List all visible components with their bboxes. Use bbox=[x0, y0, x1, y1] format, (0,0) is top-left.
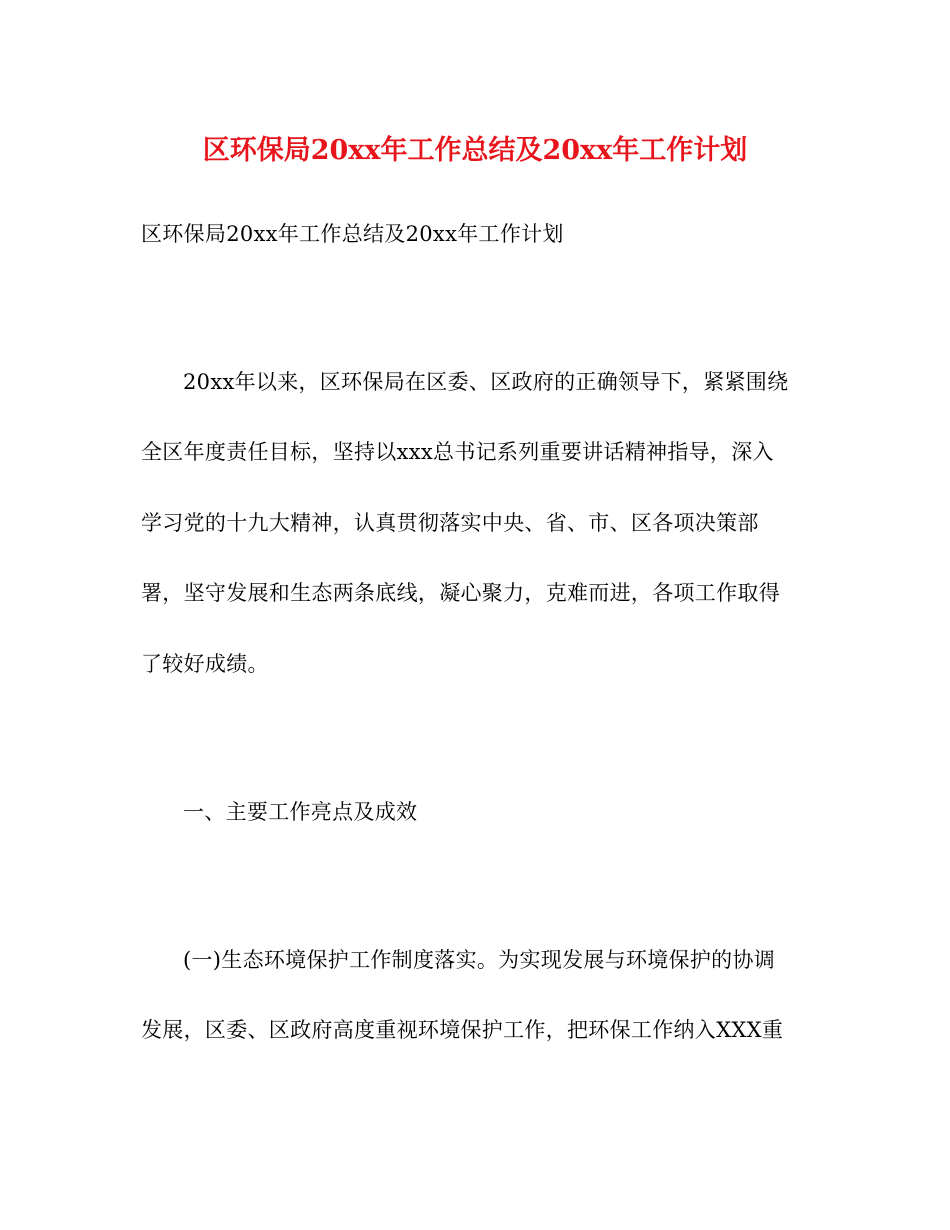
paragraph-1-line-2: 全区年度责任目标，坚持以xxx总书记系列重要讲话精神指导，深入 bbox=[141, 440, 774, 464]
paragraph-2-line-1: (一)生态环境保护工作制度落实。为实现发展与环境保护的协调 bbox=[183, 948, 776, 972]
paragraph-2-line-2: 发展，区委、区政府高度重视环境保护工作，把环保工作纳入XXX重 bbox=[141, 1018, 784, 1042]
paragraph-1-line-1: 20xx年以来，区环保局在区委、区政府的正确领导下，紧紧围绕 bbox=[183, 370, 789, 394]
document-title: 区环保局20xx年工作总结及20xx年工作计划 bbox=[202, 135, 748, 166]
section-heading-1: 一、主要工作亮点及成效 bbox=[183, 800, 418, 824]
document-subtitle: 区环保局20xx年工作总结及20xx年工作计划 bbox=[141, 222, 564, 246]
paragraph-1-line-5: 了较好成绩。 bbox=[141, 652, 269, 676]
paragraph-1-line-3: 学习党的十九大精神，认真贯彻落实中央、省、市、区各项决策部 bbox=[141, 511, 759, 535]
paragraph-1-line-4: 署，坚守发展和生态两条底线，凝心聚力，克难而进，各项工作取得 bbox=[141, 581, 780, 605]
